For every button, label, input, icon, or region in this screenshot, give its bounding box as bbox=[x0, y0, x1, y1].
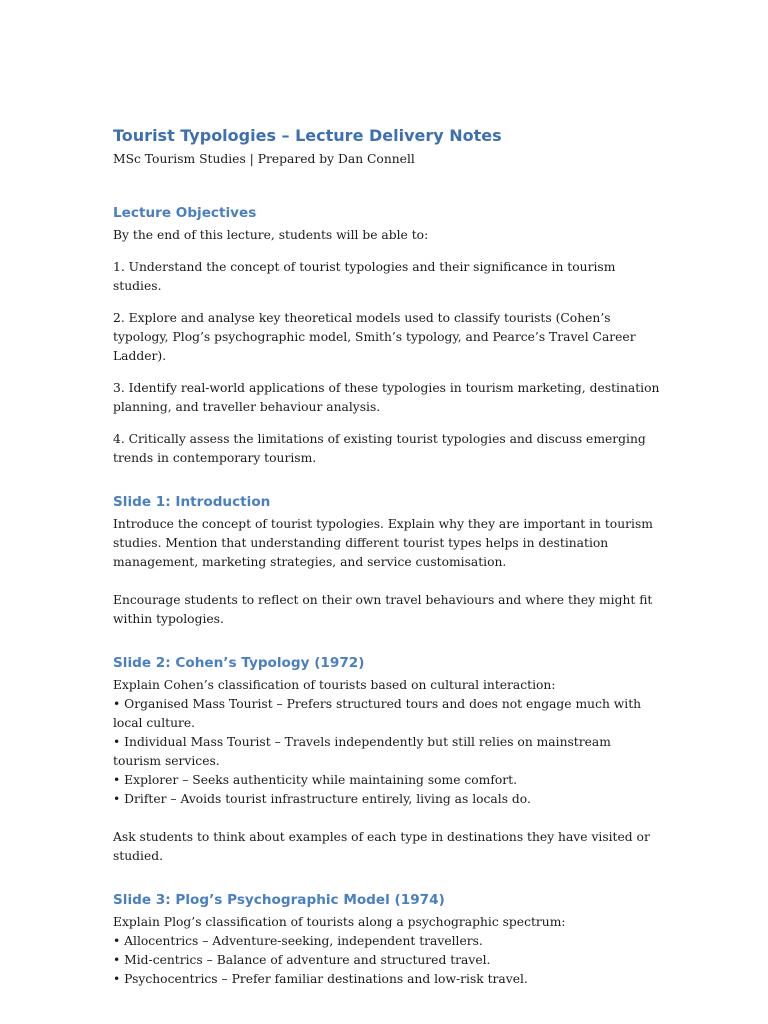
bullet-item: • Allocentrics – Adventure-seeking, independent travellers. bbox=[113, 934, 483, 948]
slide-2-intro: Explain Cohen’s classification of tourists based on cultural interaction: bbox=[113, 678, 556, 692]
objective-item: 3. Identify real-world applications of these typologies in tourism marketing, destination planning, and traveller behaviour analysis. bbox=[113, 381, 660, 414]
section-slide-3 bbox=[113, 890, 660, 989]
bullet-item: • Explorer – Seeks authenticity while maintaining some comfort. bbox=[113, 773, 518, 787]
section-heading-objectives: Lecture Objectives bbox=[113, 205, 257, 221]
bullet-item: • Mid-centrics – Balance of adventure and structured travel. bbox=[113, 953, 491, 967]
bullet-item: • Psychocentrics – Prefer familiar destinations and low-risk travel. bbox=[113, 972, 528, 986]
section-slide-1 bbox=[113, 492, 660, 629]
objective-item: 1. Understand the concept of tourist typologies and their significance in tourism studies. bbox=[113, 260, 616, 293]
section-heading-slide-2: Slide 2: Cohen’s Typology (1972) bbox=[113, 655, 365, 671]
bullet-item: • Individual Mass Tourist – Travels independently but still relies on mainstream tourism services. bbox=[113, 735, 611, 768]
objective-item: 4. Critically assess the limitations of existing tourist typologies and discuss emerging trends in contemporary tourism. bbox=[113, 432, 646, 465]
objectives-intro: By the end of this lecture, students will be able to: bbox=[113, 228, 429, 242]
section-objectives bbox=[113, 203, 660, 468]
slide-1-paragraph: Introduce the concept of tourist typologies. Explain why they are important in tourism studies. Mention that understanding different tourist types helps in destination management, marketing strategies, and service customisation. bbox=[113, 517, 653, 569]
bullet-item: • Organised Mass Tourist – Prefers structured tours and does not engage much with local culture. bbox=[113, 697, 642, 730]
slide-3-intro: Explain Plog’s classification of tourists along a psychographic spectrum: bbox=[113, 915, 566, 929]
objective-item: 2. Explore and analyse key theoretical models used to classify tourists (Cohen’s typology, Plog’s psychographic model, Smith’s typology, and Pearce’s Travel Career Ladder). bbox=[113, 311, 636, 363]
document-title: Tourist Typologies – Lecture Delivery Notes bbox=[113, 126, 502, 145]
slide-2-closing: Ask students to think about examples of each type in destinations they have visited or studied. bbox=[113, 830, 650, 863]
document-subtitle: MSc Tourism Studies | Prepared by Dan Connell bbox=[113, 152, 415, 166]
section-heading-slide-1: Slide 1: Introduction bbox=[113, 494, 271, 510]
slide-1-paragraph: Encourage students to reflect on their own travel behaviours and where they might fit within typologies. bbox=[113, 593, 653, 626]
section-slide-2 bbox=[113, 653, 660, 866]
bullet-item: • Drifter – Avoids tourist infrastructure entirely, living as locals do. bbox=[113, 792, 531, 806]
section-heading-slide-3: Slide 3: Plog’s Psychographic Model (1974) bbox=[113, 892, 445, 908]
